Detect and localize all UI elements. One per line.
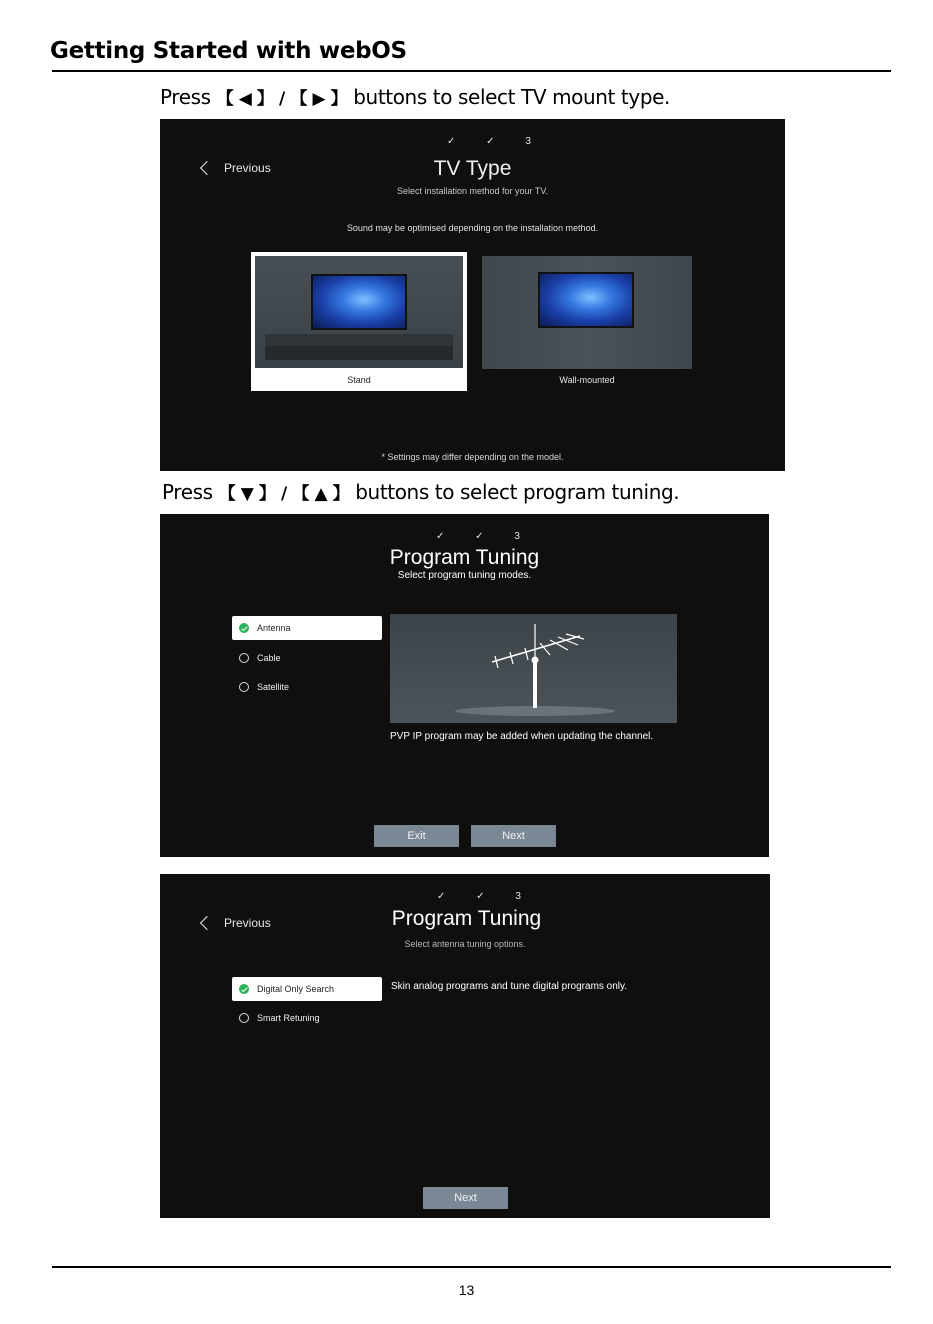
exit-button[interactable]: Exit	[374, 825, 459, 847]
instruction-press: Press	[162, 480, 213, 504]
radio-circle-icon	[239, 653, 249, 663]
screen-program-tuning-modes	[160, 514, 769, 857]
screen-subtitle: Select program tuning modes.	[397, 570, 532, 581]
page-title: Getting Started with webOS	[50, 38, 407, 64]
tv-stand-front	[265, 346, 453, 360]
instruction-press: Press	[160, 85, 211, 109]
antenna-icon	[390, 614, 677, 723]
option-cable[interactable]	[232, 646, 382, 670]
step-indicator: ✓ ✓ 3	[447, 136, 545, 147]
instruction-mount-type	[160, 84, 670, 109]
option-digital-only-search[interactable]	[232, 977, 382, 1001]
option-label: Smart Retuning	[257, 1013, 320, 1023]
instruction-keys: 【 ◀ 】 / 【 ▶ 】	[216, 89, 348, 109]
instruction-program-tuning	[162, 479, 679, 504]
wall-illustration	[482, 256, 692, 369]
option-label: Cable	[257, 653, 281, 663]
screen-title: Program Tuning	[391, 907, 542, 930]
screen-tv-type	[160, 119, 785, 471]
step-indicator: ✓ ✓ 3	[436, 531, 534, 542]
option-stand[interactable]	[251, 252, 467, 391]
page-number: 13	[458, 1282, 475, 1298]
tv-screen-image	[311, 274, 407, 330]
tv-stand-shape	[265, 334, 453, 346]
radio-circle-icon	[239, 1013, 249, 1023]
screen-program-tuning-antenna	[160, 874, 770, 1218]
option-label: Antenna	[257, 623, 291, 633]
option-antenna[interactable]	[232, 616, 382, 640]
step-indicator: ✓ ✓ 3	[437, 891, 535, 902]
previous-label: Previous	[224, 161, 271, 175]
option-wall-mounted[interactable]	[482, 256, 692, 391]
radio-circle-icon	[239, 682, 249, 692]
settings-footnote: * Settings may differ depending on the model.	[381, 452, 564, 462]
option-label: Stand	[347, 375, 371, 385]
install-note: Sound may be optimised depending on the installation method.	[346, 223, 599, 233]
option-label: Satellite	[257, 682, 290, 692]
screen-subtitle: Select antenna tuning options.	[404, 939, 526, 949]
screen-subtitle: Select installation method for your TV.	[396, 186, 549, 196]
instruction-text: buttons to select program tuning.	[355, 480, 680, 504]
antenna-illustration	[390, 614, 677, 723]
screen-title: Program Tuning	[389, 546, 540, 569]
instruction-keys: 【 ▼ 】 / 【 ▲ 】	[218, 484, 350, 504]
next-button[interactable]: Next	[471, 825, 556, 847]
tv-screen-image	[538, 272, 634, 328]
stand-illustration	[255, 256, 463, 368]
option-label: Digital Only Search	[257, 984, 335, 994]
option-satellite[interactable]	[232, 675, 382, 699]
header-rule	[52, 70, 891, 72]
screen-title: TV Type	[433, 157, 512, 180]
instruction-text: buttons to select TV mount type.	[353, 85, 670, 109]
check-circle-icon	[239, 984, 249, 994]
info-text: PVP IP program may be added when updating the channel.	[390, 731, 654, 742]
previous-label: Previous	[224, 916, 271, 930]
option-label: Wall-mounted	[559, 375, 615, 385]
next-button[interactable]: Next	[423, 1187, 508, 1209]
footer-rule	[52, 1266, 891, 1268]
option-description: Skin analog programs and tune digital programs only.	[391, 981, 628, 992]
option-smart-retuning[interactable]	[232, 1006, 382, 1030]
check-circle-icon	[239, 623, 249, 633]
